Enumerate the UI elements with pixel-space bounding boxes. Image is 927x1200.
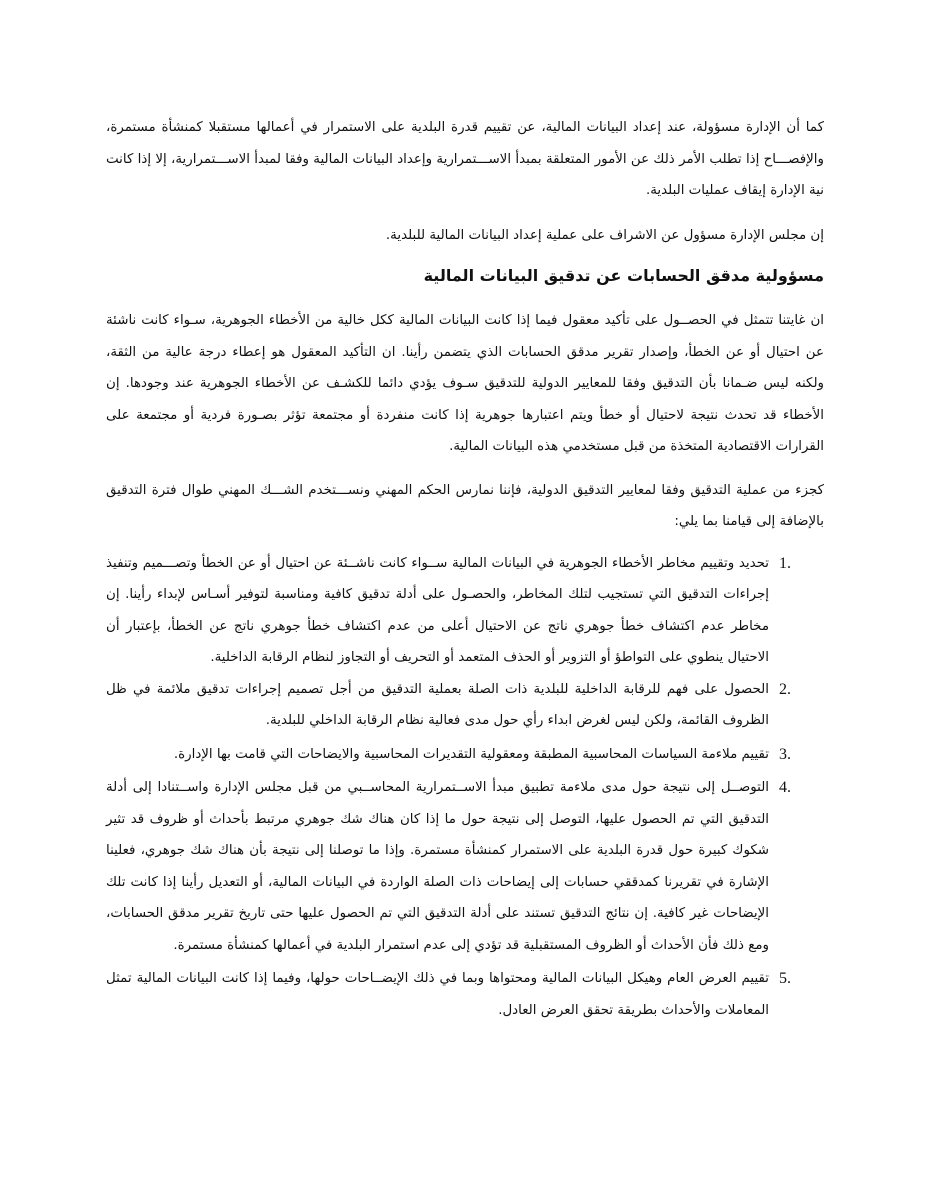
- list-item-text: الحصول على فهم للرقابة الداخلية للبلدية ذات الصلة بعملية التدقيق من أجل تصميم إجراءات تدقيق ملائمة في ظل الظروف القائمة، ولكن ليس لغرض ابداء رأي حول مدى فعالية نظام الرقابة الداخلي للبلدية.: [106, 681, 769, 728]
- list-item: [106, 674, 824, 737]
- section-heading: مسؤولية مدقق الحسابات عن تدقيق البيانات المالية: [423, 266, 824, 285]
- list-item: [106, 739, 824, 771]
- paragraph-board-oversight: إن مجلس الإدارة مسؤول عن الاشراف على عملية إعداد البيانات المالية للبلدية.: [385, 227, 824, 243]
- list-item-number: 3.: [779, 745, 791, 763]
- paragraph-audit-objective: ان غايتنا تتمثل في الحصــول على تأكيد معقول فيما إذا كانت البيانات المالية ككل خالية من الأخطاء الجوهرية، سـواء كانت ناشئة عن احتيال أو عن الخطأ، وإصدار تقرير مدقق الحسابات الذي يتضمن رأينا. ان التأكيد المعقول هو إعطاء درجة عالية من الثقة، ولكنه ليس ضـمانا بأن التدقيق وفقا للمعايير الدولية للتدقيق سـوف يؤدي دائما للكشـف عن الأخطاء الجوهرية عند وجودها. إن الأخطاء قد تحدث نتيجة لاحتيال أو خطأ ويتم اعتبارها جوهرية إذا كانت منفردة أو مجتمعة تؤثر بصـورة فردية أو مجتمعة على القرارات الاقتصادية المتخذة من قبل مستخدمي هذه البيانات المالية.: [106, 313, 824, 454]
- list-item: [106, 963, 824, 1026]
- audit-procedures-list: [106, 548, 824, 1027]
- list-item: [106, 548, 824, 674]
- paragraph-audit-procedures-intro: كجزء من عملية التدقيق وفقا لمعايير التدقيق الدولية، فإننا نمارس الحكم المهني ونســـتخدم الشـــك المهني طوال فترة التدقيق بالإضافة إلى قيامنا بما يلي:: [106, 482, 824, 529]
- list-item-number: 5.: [779, 970, 791, 987]
- list-item-text: التوصــل إلى نتيجة حول مدى ملاءمة تطبيق مبدأ الاســتمرارية المحاســبي من قبل مجلس الإدارة واســتنادا إلى أدلة التدقيق التي تم الحصول عليها، التوصل إلى نتيجة حول ما إذا كان هناك شك جوهري مرتبط بأحداث أو ظروف قد تثير شكوك كبيرة حول قدرة البلدية على الاستمرار كمنشأة مستمرة. وإذا ما توصلنا إلى نتيجة بأن هناك شك جوهري، فعلينا الإشارة في تقريرنا كمدققي حسابات إلى إيضاحات ذات الصلة الواردة في البيانات المالية، أو التعديل رأينا إذا كانت تلك الإيضاحات غير كافية. إن نتائج التدقيق تستند على أدلة التدقيق التي تم الحصول عليها حتى تاريخ تقرير مدقق الحسابات، ومع ذلك فأن الأحداث أو الظروف المستقبلية قد تؤدي إلى عدم استمرار البلدية في أعمالها كمنشأة مستمرة.: [106, 780, 769, 953]
- list-item-number: 2.: [779, 680, 791, 698]
- list-item-text: تحديد وتقييم مخاطر الأخطاء الجوهرية في البيانات المالية ســواء كانت ناشــئة عن احتيال أو عن الخطأ وتصـــميم وتنفيذ إجراءات التدقيق التي تستجيب لتلك المخاطر، والحصـول على أدلة تدقيق كافية ومناسبة لتوفير أسـاس لإبداء رأينا. إن مخاطر عدم اكتشاف خطأ جوهري ناتج عن الاحتيال أعلى من عدم اكتشاف خطأ جوهري ناتج عن الخطأ، بإعتبار أن الاحتيال ينطوي على التواطؤ أو التزوير أو الحذف المتعمد أو التحريف أو التجاوز لنظام الرقابة الداخلية.: [106, 555, 769, 665]
- list-item: [106, 772, 824, 961]
- document-page: [106, 112, 824, 1026]
- paragraph-going-concern: كما أن الإدارة مسؤولة، عند إعداد البيانات المالية، عن تقييم قدرة البلدية على الاستمرار في أعمالها مستقبلا كمنشأة مستمرة، والإفصـــاح إذا تطلب الأمر ذلك عن الأمور المتعلقة بمبدأ الاســـتمرارية وإعداد البيانات المالية وفقا لمبدأ الاســـتمرارية، إلا إذا كانت نية الإدارة إيقاف عمليات البلدية.: [106, 120, 824, 198]
- list-item-text: تقييم ملاءمة السياسات المحاسبية المطبقة ومعقولية التقديرات المحاسبية والايضاحات التي قامت بها الإدارة.: [173, 746, 769, 762]
- list-item-text: تقييم العرض العام وهيكل البيانات المالية ومحتواها وبما في ذلك الإيضــاحات حولها، وفيما إذا كانت البيانات المالية تمثل المعاملات والأحداث بطريقة تحقق العرض العادل.: [106, 971, 769, 1018]
- list-item-number: 1.: [779, 554, 791, 572]
- list-item-number: 4.: [779, 779, 791, 796]
